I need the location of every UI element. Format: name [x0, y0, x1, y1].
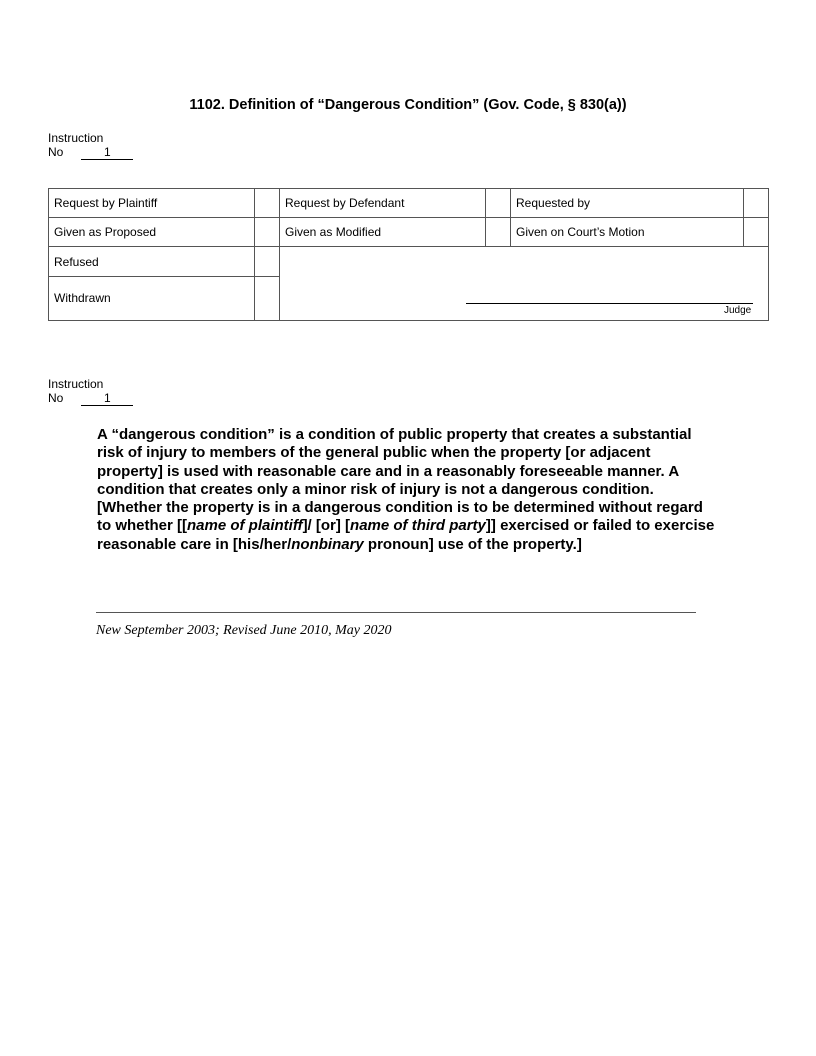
divider: [96, 612, 696, 613]
refused-checkbox[interactable]: [255, 247, 280, 276]
instruction-number: 1: [81, 392, 133, 406]
instruction-label: Instruction: [48, 131, 104, 145]
judge-signature-line: [466, 303, 753, 304]
disposition-table: [48, 188, 769, 321]
request-plaintiff-label: Request by Plaintiff: [49, 189, 255, 218]
request-defendant-label: Request by Defendant: [280, 189, 486, 218]
third-party-name-placeholder: name of third party: [350, 517, 486, 535]
instruction-body: [97, 426, 717, 554]
body-text-part: ]/ [or] [: [302, 517, 351, 535]
requested-by-checkbox[interactable]: [744, 189, 769, 218]
judge-signature-area: [280, 247, 769, 321]
body-text-part: ]] exercised or failed to exercise reasonable care in [his/her/: [97, 517, 715, 553]
body-text-part: pronoun] use of the property.]: [363, 535, 582, 553]
given-as-proposed-checkbox[interactable]: [255, 218, 280, 247]
plaintiff-name-placeholder: name of plaintiff: [187, 517, 303, 535]
withdrawn-label: Withdrawn: [49, 276, 255, 320]
requested-by-label: Requested by: [511, 189, 744, 218]
body-text-part: A “dangerous condition” is a condition of public property that creates a substantial risk of injury to members of the general public when the property [or adjacent property] is used with reasonable care and in a reasonably foreseeable manner. A condition that creates only a minor risk of injury is not a dangerous condition. [Whether the property is in a dangerous condition is to be determined without regard to whether [[: [97, 426, 703, 535]
revision-history: New September 2003; Revised June 2010, May 2020: [96, 623, 392, 638]
no-label: No: [48, 145, 64, 159]
given-as-modified-label: Given as Modified: [280, 218, 486, 247]
judge-label: Judge: [724, 305, 752, 316]
given-as-modified-checkbox[interactable]: [486, 218, 511, 247]
nonbinary-placeholder: nonbinary: [291, 535, 364, 553]
instruction-label: Instruction: [48, 377, 104, 391]
instruction-number: 1: [81, 146, 133, 160]
given-on-courts-motion-checkbox[interactable]: [744, 218, 769, 247]
instruction-number-block-bottom: [48, 377, 133, 406]
instruction-number-block-top: [48, 131, 133, 160]
given-as-proposed-label: Given as Proposed: [49, 218, 255, 247]
withdrawn-checkbox[interactable]: [255, 276, 280, 320]
request-defendant-checkbox[interactable]: [486, 189, 511, 218]
given-on-courts-motion-label: Given on Court’s Motion: [511, 218, 744, 247]
refused-label: Refused: [49, 247, 255, 276]
request-plaintiff-checkbox[interactable]: [255, 189, 280, 218]
instruction-title: 1102. Definition of “Dangerous Condition” (Gov. Code, § 830(a)): [189, 97, 627, 113]
no-label: No: [48, 391, 64, 405]
